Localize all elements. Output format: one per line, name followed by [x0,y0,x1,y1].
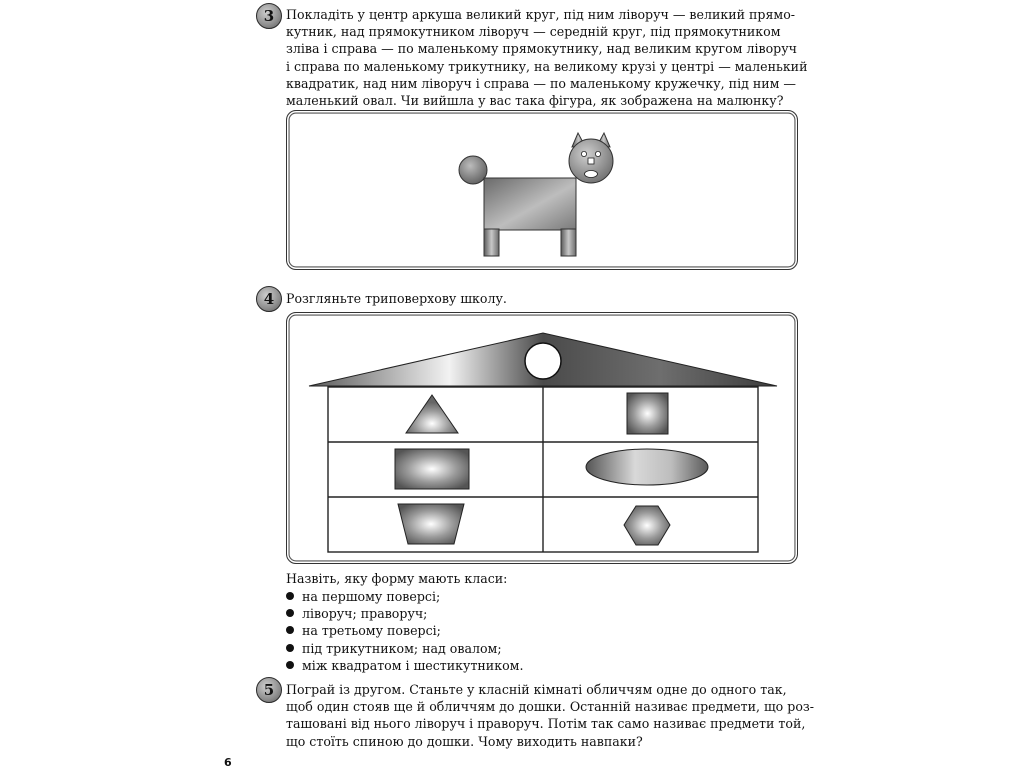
left-leg [484,229,499,256]
task-4-number-badge [256,286,282,312]
bullet-dot-icon [286,609,294,617]
task-5-line: щоб один стояв ще й обличчям до дошки. Останній називає предмети, що роз- [286,699,815,715]
right-eye-circle [595,151,600,156]
task-5-line: що стоїть спиною до дошки. Чому виходить навпаки? [286,733,643,749]
task-5-number-badge [256,677,282,703]
list-item-text: під трикутником; над овалом; [302,640,502,656]
nose-square [588,158,594,164]
room-rectangle [395,449,469,489]
task-3-number-badge [256,3,282,29]
cat-figure-frame [286,110,798,270]
list-item-text: на третьому поверсі; [302,623,441,639]
list-item [286,588,523,605]
task-3-text [286,6,808,109]
left-eye-circle [581,151,586,156]
room-square [627,393,668,434]
task-5-line: Пограй із другом. Станьте у класній кімнаті обличчям одне до одного так, [286,682,787,697]
room-triangle [406,395,458,433]
task-3-line: Покладіть у центр аркуша великий круг, під ним ліворуч — великий прямо- [286,7,796,22]
task-3-line: квадратик, над ним ліворуч і справа — по маленькому кружечку, під ним — [286,75,797,91]
bullet-dot-icon [286,626,294,634]
task-3-line: кутник, над прямокутником ліворуч — середній круг, під прямокутником [286,24,781,40]
school-figure-frame [286,312,798,564]
task-3-number: 3 [263,7,275,25]
task-5-number: 5 [263,681,275,699]
bullet-dot-icon [286,644,294,652]
task-4-bullet-list [286,588,523,674]
list-item-text: ліворуч; праворуч; [302,606,428,622]
task-4-question [286,570,798,587]
room-oval [586,449,708,485]
bullet-dot-icon [286,661,294,669]
cat-figure-illustration [287,111,799,271]
task-5-line: ташовані від нього ліворуч і праворуч. Потім так само називає предмети той, [286,716,806,732]
list-item [286,657,523,674]
list-item [286,622,523,639]
bullet-dot-icon [286,592,294,600]
tail-circle [459,156,487,184]
task-4-question-text: Назвіть, яку форму мають класи: [286,571,508,586]
task-4-number: 4 [263,290,275,308]
task-5-text [286,681,815,750]
list-item-text: на першому поверсі; [302,589,441,604]
room-trapezoid [398,504,464,544]
task-3-line: зліва і справа — по маленькому прямокутнику, над великим кругом ліворуч [286,41,797,57]
list-item [286,640,523,657]
list-item [286,605,523,622]
task-4-text [286,290,798,307]
task-3-line: маленький овал. Чи вийшла у вас така фігура, як зображена на малюнку? [286,93,784,109]
body-rectangle [484,178,576,230]
task-3-line: і справа по маленькому трикутнику, на великому крузі у центрі — маленький [286,58,808,74]
task-4-line: Розгляньте триповерхову школу. [286,291,507,306]
school-illustration [287,313,799,565]
list-item-text: між квадратом і шестикутником. [302,657,524,673]
mouth-oval [585,171,598,178]
room-hexagon [624,506,670,545]
page-number: 6 [224,756,232,769]
right-leg [561,229,576,256]
roof-window-circle [525,343,561,379]
